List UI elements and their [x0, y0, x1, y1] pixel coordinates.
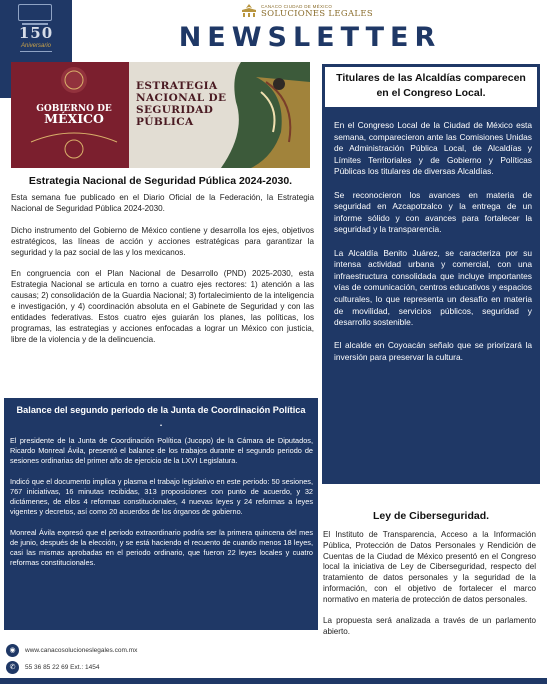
article-alcaldias-title	[325, 71, 537, 101]
newsletter-masthead: NEWSLETTER	[178, 22, 442, 53]
article-paragraph: Dicho instrumento del Gobierno de México contiene y desarrolla los ejes, objetivos estratégicos, las líneas de acción y acciones estratégicas para garantizar la seguridad y la paz social de las y los mexicanos.	[11, 225, 314, 257]
article-security-title: Estrategia Nacional de Seguridad Pública 2024-2030.	[28, 175, 293, 187]
brand-emblem-icon	[239, 3, 259, 19]
hero-title	[136, 80, 236, 128]
article-paragraph: El presidente de la Junta de Coordinación Política (Jucopo) de la Cámara de Diputados, Ricardo Monreal Ávila, presentó el balance de los trabajos durante el segundo periodo de sesiones ordinarias del primer año de ejercicio de la LXVI Legislatura.	[10, 436, 313, 466]
hero-gob-line2: MÉXICO	[44, 111, 104, 126]
contact-website-row[interactable]	[6, 643, 137, 657]
article-paragraph: El Instituto de Transparencia, Acceso a la Información Pública, Protección de Datos Personales y Rendición de Cuentas de la Ciudad de México presentó en el Congreso local la iniciativa de Ley de Ciberseguridad, respecto del tratamiento de datos personales y la seguridad de la información, con el objetivo de fortalecer el marco normativo en materia de protección de datos personales.	[323, 530, 536, 604]
article-paragraph: En el Congreso Local de la Ciudad de México esta semana, comparecieron ante las Comisiones Unidas de Administración Pública Local, de Alcaldías y Límites Territoriales y de Gobierno y Políticas Públicas los titulares de diversas Alcaldías.	[334, 120, 532, 177]
hero-title-line: SEGURIDAD	[136, 104, 214, 116]
anniversary-number: 150	[18, 24, 54, 42]
brand-subtitle: CANACO CIUDAD DE MÉXICO	[261, 4, 333, 9]
article-jucopo-box	[4, 398, 318, 630]
article-paragraph: Esta semana fue publicado en el Diario Oficial de la Federación, la Estrategia Nacional de Seguridad Pública 2024-2030.	[11, 193, 314, 213]
article-paragraph: Se reconocieron los avances en materia de seguridad en Azcapotzalco y la entrega de un informe sólido y con avances para fortalecer la seguridad y la transparencia.	[334, 189, 532, 235]
hero-government-logo	[24, 104, 124, 124]
chamber-logo	[18, 4, 52, 21]
article-paragraph: La propuesta será analizada a través de un parlamento abierto.	[323, 616, 536, 637]
anniversary-label: Aniversario	[20, 43, 51, 49]
contact-website[interactable]: www.canacosolucioneslegales.com.mx	[25, 646, 138, 654]
hero-title-line: PÚBLICA	[136, 116, 194, 128]
article-paragraph: Indicó que el documento implica y plasma el trabajo legislativo en este periodo: 50 sesiones, 767 iniciativas, 16 minutas recibidas, 313 proposiciones con punto de acuerdo, y 32 dictámenes, de ellos 4 reformas constitucionales, 4 nuevas leyes y 24 reformas a leyes vigentes y decretos, así como 20 acuerdos de los órganos de gobierno.	[10, 476, 313, 517]
footer-bar	[0, 678, 547, 684]
hero-gob-line1: GOBIERNO DE	[36, 104, 112, 114]
hero-image	[11, 62, 310, 168]
article-alcaldias-box	[322, 64, 540, 484]
article-cyber-body	[323, 530, 536, 649]
brand-name: SOLUCIONES LEGALES	[261, 9, 373, 19]
article-paragraph: En congruencia con el Plan Nacional de Desarrollo (PND) 2025-2030, esta Estrategia Nacional se articula en torno a cuatro ejes rectores: 1) atención a las causas; 2) consolidación de la Guardia Nacional; 3) fortalecimiento de la inteligencia e investigación, y 4) coordinación absoluta en el Gabinete de Seguridad y con las entidades federativas. Estos cuatro ejes guiarán los planes, las políticas, los programas, las estrategias y acciones enfocadas a lograr un México con justicia, libre de la violencia y de la delincuencia.	[11, 269, 314, 344]
hero-title-line: ESTRATEGIA	[136, 80, 218, 92]
article-security-body	[11, 193, 314, 357]
hero-title-line: NACIONAL DE	[136, 92, 227, 104]
contact-phone[interactable]: 55 36 85 22 69 Ext.: 1454	[25, 663, 100, 671]
contact-phone-row[interactable]	[6, 660, 99, 674]
globe-icon: ◉	[6, 644, 19, 657]
anniversary-underline	[20, 51, 52, 52]
article-paragraph: La Alcaldía Benito Juárez, se caracteriza por su intensa actividad urbana y comercial, con una infraestructura consolidada que incluye importantes vías de comunicación, centros educativos y espacios culturales, lo que representa un desafío en materia de movilidad, servicios públicos, seguridad y desarrollo sostenible.	[334, 247, 532, 328]
article-jucopo-title: Balance del segundo periodo de la Junta de Coordinación Política .	[16, 405, 306, 428]
article-alcaldias-body	[334, 120, 532, 375]
article-paragraph: El alcalde en Coyoacán señalo que se priorizará la inversión para preservar la cultura.	[334, 340, 532, 362]
article-alcaldias-title-line: Titulares de las Alcaldías comparecen	[336, 72, 526, 84]
article-alcaldias-title-line: en el Congreso Local.	[376, 87, 486, 99]
phone-icon: ✆	[6, 661, 19, 674]
article-paragraph: Monreal Ávila expresó que el periodo extraordinario podría ser la primera quincena del mes de junio, después de la elección, y se está haciendo el recuento de cuando menos 18 leyes, casi las mismas aprobadas en el periodo ordinario, que fueron 22 leyes locales y cuatro reformas constitucionales.	[10, 527, 313, 568]
article-jucopo-body	[10, 436, 313, 579]
article-cyber-title: Ley de Ciberseguridad.	[372, 510, 490, 522]
